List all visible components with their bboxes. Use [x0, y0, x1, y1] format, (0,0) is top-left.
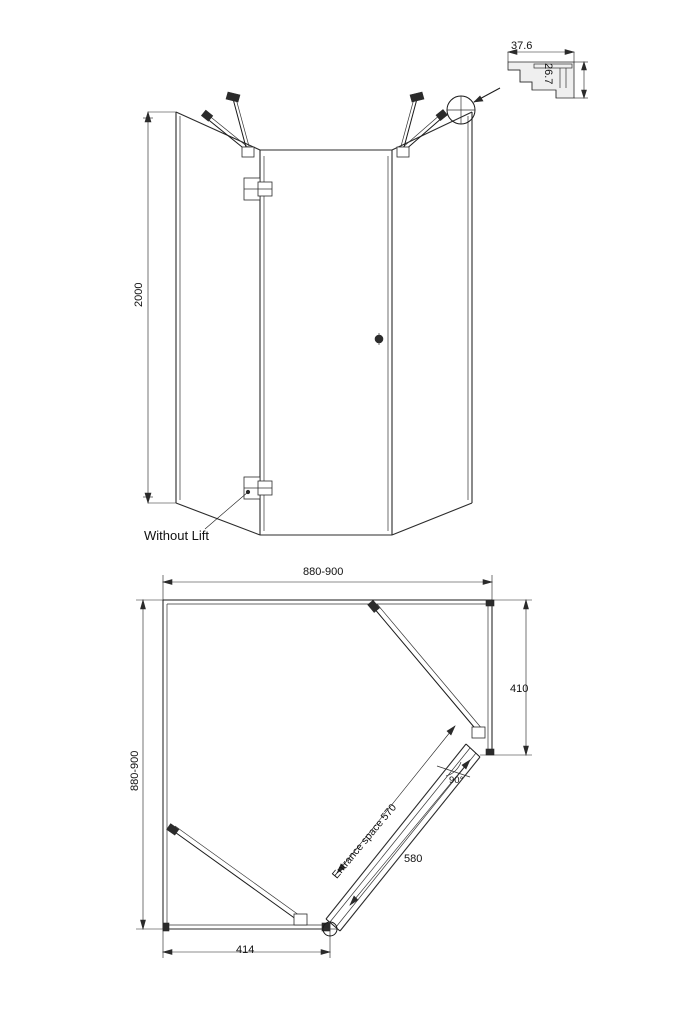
- plan-hinge-pivot: [323, 922, 337, 936]
- profile-depth-dimension: [574, 62, 588, 98]
- plan-right-dimension-label: 410: [510, 683, 529, 695]
- plan-walls: [163, 600, 492, 929]
- plan-door-panel-label: 580: [404, 853, 423, 865]
- plan-door-panel: [326, 744, 480, 931]
- without-lift-leader: [205, 490, 250, 529]
- plan-angle-label: 90°: [449, 775, 464, 786]
- plan-top-dimension-label: 880-900: [303, 566, 344, 578]
- profile-width-label: 37.6: [511, 40, 533, 52]
- elevation-door-knob: [375, 333, 383, 345]
- elevation-view: [143, 88, 500, 535]
- elevation-hinge-lower: [244, 477, 272, 499]
- detail-callout-circle: [447, 88, 500, 124]
- plan-fixed-panels: [163, 600, 494, 931]
- plan-support-bar-top: [368, 600, 485, 738]
- elevation-hinge-upper: [244, 178, 272, 200]
- elevation-glass-outline: [176, 112, 472, 535]
- profile-depth-label: 26.7: [542, 63, 554, 85]
- elevation-height-label: 2000: [133, 282, 145, 307]
- elevation-support-bar-right: [397, 92, 447, 157]
- plan-support-bar-bottom: [167, 824, 307, 925]
- plan-left-dimension-label: 880-900: [129, 750, 141, 791]
- elevation-height-dimension: [143, 112, 176, 503]
- plan-bottom-dimension-label: 414: [236, 944, 255, 956]
- plan-entrance-space-label: Entrance space 570: [329, 801, 400, 881]
- without-lift-label: Without Lift: [144, 528, 210, 543]
- plan-top-dimension: [163, 575, 492, 600]
- elevation-support-bar-left: [201, 92, 254, 157]
- plan-view: [136, 575, 532, 958]
